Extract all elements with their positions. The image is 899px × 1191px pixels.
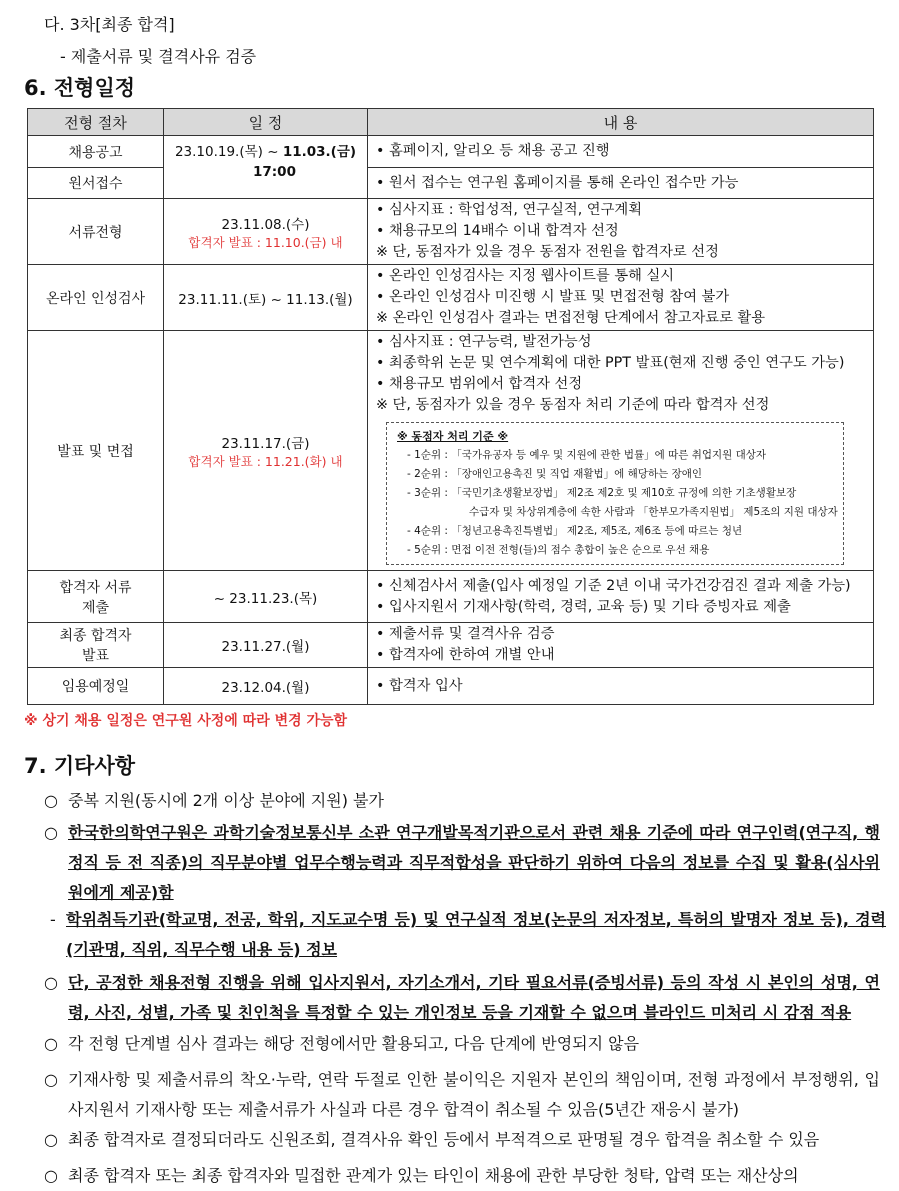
date-cell — [164, 136, 368, 199]
content-line: ※ 단, 동점자가 있을 경우 동점자 처리 기준에 따라 합격자 선정 — [376, 397, 770, 413]
circle-bullet: ○ — [44, 823, 58, 842]
date-text: 23.11.27.(월) — [221, 639, 310, 655]
table-row — [28, 136, 874, 168]
list-item — [44, 1161, 880, 1191]
list-item-text: 최종 합격자 또는 최종 합격자와 밀접한 관계가 있는 타인이 채용에 관한 부당한 청탁, 압력 또는 재산상의 — [68, 1166, 799, 1185]
content-line: ※ 단, 동점자가 있을 경우 동점자 전원을 합격자로 선정 — [376, 244, 719, 260]
content-cell — [368, 331, 874, 571]
schedule-table — [27, 108, 874, 705]
subsection-title: 다. 3차[최종 합격] — [44, 15, 175, 34]
content-line: • 합격자 입사 — [376, 677, 463, 694]
content-cell — [368, 199, 874, 265]
date-deadline: 11.03.(금) — [282, 144, 357, 160]
step-cell: 원서접수 — [28, 168, 164, 199]
content-cell — [368, 265, 874, 331]
list-item — [44, 1065, 880, 1125]
content-cell — [368, 136, 874, 168]
dash-bullet: - — [50, 910, 56, 929]
step-cell: 서류전형 — [28, 199, 164, 265]
content-line: • 제출서류 및 결격사유 검증 — [376, 626, 555, 642]
list-item-text: 한국한의학연구원은 과학기술정보통신부 소관 연구개발목적기관으로서 관련 채용 기준에 따라 연구인력(연구직, 행정직 등 전 직종)의 직무분야별 업무수행능력과 직무적합성을 판단하기 위하여 다음의 정보를 수집 및 활용(심사위원에게 제공)함 — [68, 823, 880, 902]
tie-break-title: ※ 동점자 처리 기준 ※ — [397, 430, 509, 443]
table-row — [28, 265, 874, 331]
table-row — [28, 668, 874, 705]
list-item-text: 중복 지원(동시에 2개 이상 분야에 지원) 불가 — [68, 791, 384, 810]
table-row — [28, 623, 874, 668]
tie-break-box — [386, 422, 844, 565]
tie-break-item: - 1순위 : 「국가유공자 등 예우 및 지원에 관한 법률」에 따른 취업지원 대상자 — [407, 449, 767, 461]
date-text: 23.10.19.(목) ~ — [174, 144, 283, 160]
step-label: 발표 — [81, 648, 110, 664]
list-item-text: 단, 공정한 채용전형 진행을 위해 입사지원서, 자기소개서, 기타 필요서류(증빙서류) 등의 작성 시 본인의 성명, 연령, 사진, 성별, 가족 및 친인척을 특정할 수 있는 개인정보 등을 기재할 수 없으며 블라인드 미처리 시 감점 적용 — [68, 973, 880, 1022]
list-item-text: 최종 합격자로 결정되더라도 신원조회, 결격사유 확인 등에서 부적격으로 판명될 경우 합격을 취소할 수 있음 — [68, 1130, 820, 1149]
header-content: 내 용 — [368, 109, 874, 136]
date-cell — [164, 331, 368, 571]
circle-bullet: ○ — [44, 1130, 58, 1149]
list-item — [44, 968, 880, 1028]
circle-bullet: ○ — [44, 1034, 58, 1053]
content-line: • 채용규모의 14배수 이내 합격자 선정 — [376, 223, 619, 239]
list-item — [50, 905, 886, 965]
header-step: 전형 절차 — [28, 109, 164, 136]
content-cell — [368, 168, 874, 199]
schedule-notice: ※ 상기 채용 일정은 연구원 사정에 따라 변경 가능함 — [24, 713, 348, 729]
section-7-title: 7. 기타사항 — [24, 754, 136, 778]
content-line: • 합격자에 한하여 개별 안내 — [376, 647, 555, 663]
tie-break-item: 수급자 및 차상위계층에 속한 사람과 「한부모가족지원법」 제5조의 지원 대상자 — [469, 506, 838, 518]
content-line: • 온라인 인성검사는 지정 웹사이트를 통해 실시 — [376, 268, 675, 284]
circle-bullet: ○ — [44, 1166, 58, 1185]
date-time: 17:00 — [253, 164, 296, 180]
table-row — [28, 168, 874, 199]
content-cell — [368, 623, 874, 668]
table-row — [28, 331, 874, 571]
result-date: 합격자 발표 : 11.21.(화) 내 — [188, 453, 343, 469]
section-6-title: 6. 전형일정 — [24, 76, 136, 100]
list-item-text: 학위취득기관(학교명, 전공, 학위, 지도교수명 등) 및 연구실적 정보(논문의 저자정보, 특허의 발명자 정보 등), 경력(기관명, 직위, 직무수행 내용 등) 정보 — [66, 910, 886, 959]
table-header-row — [28, 109, 874, 136]
content-line: • 홈페이지, 알리오 등 채용 공고 진행 — [376, 143, 610, 159]
date-text: 23.11.17.(금) — [221, 435, 310, 452]
step-cell: 발표 및 면접 — [28, 331, 164, 571]
date-text: 23.11.08.(수) — [221, 216, 310, 233]
content-cell — [368, 571, 874, 623]
header-date: 일 정 — [164, 109, 368, 136]
date-cell — [164, 668, 368, 705]
circle-bullet: ○ — [44, 973, 58, 992]
circle-bullet: ○ — [44, 791, 58, 810]
step-label: 최종 합격자 — [59, 628, 132, 644]
date-text: ~ 23.11.23.(목) — [213, 590, 318, 607]
date-cell — [164, 265, 368, 331]
content-cell — [368, 668, 874, 705]
step-cell — [28, 571, 164, 623]
list-item-text: 각 전형 단계별 심사 결과는 해당 전형에서만 활용되고, 다음 단계에 반영되지 않음 — [68, 1034, 640, 1053]
list-item — [44, 1029, 880, 1059]
date-cell — [164, 571, 368, 623]
step-label: 제출 — [81, 599, 110, 616]
tie-break-item: - 2순위 : 「장애인고용촉진 및 직업 재활법」에 해당하는 장애인 — [407, 468, 702, 480]
table-row — [28, 571, 874, 623]
date-cell — [164, 623, 368, 668]
step-cell: 온라인 인성검사 — [28, 265, 164, 331]
subsection-item: - 제출서류 및 결격사유 검증 — [60, 47, 257, 66]
date-text: 23.11.11.(토) ~ 11.13.(월) — [178, 291, 353, 308]
list-item — [44, 818, 880, 908]
list-item — [44, 1125, 880, 1155]
content-line: • 온라인 인성검사 미진행 시 발표 및 면접전형 참여 불가 — [376, 289, 730, 305]
step-label: 합격자 서류 — [59, 579, 132, 596]
result-date: 합격자 발표 : 11.10.(금) 내 — [188, 234, 343, 250]
date-text: 23.12.04.(월) — [221, 680, 310, 696]
content-line: • 신체검사서 제출(입사 예정일 기준 2년 이내 국가건강검진 결과 제출 가능) — [376, 577, 851, 594]
list-item-text: 기재사항 및 제출서류의 착오·누락, 연락 두절로 인한 불이익은 지원자 본인의 책임이며, 전형 과정에서 부정행위, 입사지원서 기재사항 또는 제출서류가 사실과 다른 경우 합격이 취소될 수 있음(5년간 재응시 불가) — [68, 1070, 880, 1119]
content-line: • 심사지표 : 학업성적, 연구실적, 연구계획 — [376, 202, 643, 218]
content-line: • 심사지표 : 연구능력, 발전가능성 — [376, 334, 592, 350]
content-line: • 입사지원서 기재사항(학력, 경력, 교육 등) 및 기타 증빙자료 제출 — [376, 598, 791, 615]
tie-break-item: - 3순위 : 「국민기초생활보장법」 제2조 제2호 및 제10호 규정에 의한 기초생활보장 — [407, 487, 797, 499]
circle-bullet: ○ — [44, 1070, 58, 1089]
tie-break-item: - 5순위 : 면접 이전 전형(들)의 점수 총합이 높은 순으로 우선 채용 — [407, 544, 710, 556]
step-cell: 임용예정일 — [28, 668, 164, 705]
content-line: • 원서 접수는 연구원 홈페이지를 통해 온라인 접수만 가능 — [376, 174, 739, 191]
step-cell — [28, 623, 164, 668]
content-line: ※ 온라인 인성검사 결과는 면접전형 단계에서 참고자료로 활용 — [376, 310, 766, 326]
step-cell: 채용공고 — [28, 136, 164, 168]
tie-break-item: - 4순위 : 「청년고용촉진특별법」 제2조, 제5조, 제6조 등에 따르는 청년 — [407, 525, 743, 537]
list-item — [44, 786, 880, 816]
table-row — [28, 199, 874, 265]
content-line: • 채용규모 범위에서 합격자 선정 — [376, 376, 583, 392]
date-cell — [164, 199, 368, 265]
content-line: • 최종학위 논문 및 연수계획에 대한 PPT 발표(현재 진행 중인 연구도 가능) — [376, 355, 845, 371]
